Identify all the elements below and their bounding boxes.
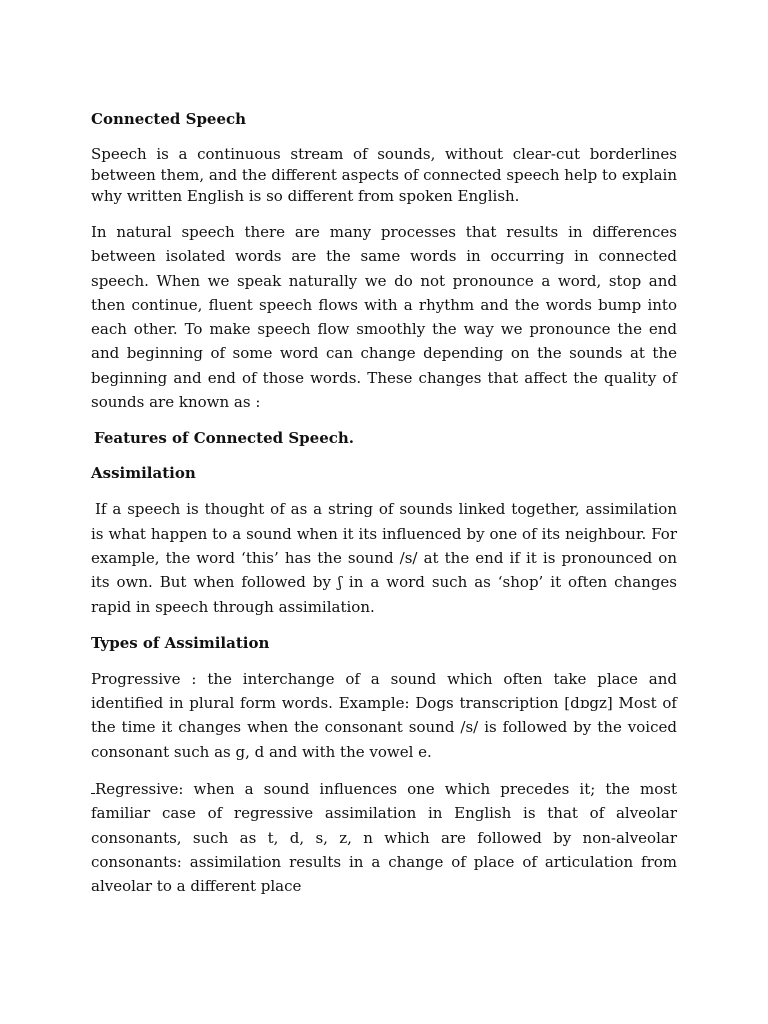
heading-types-of-assimilation: Types of Assimilation [91, 633, 270, 652]
document-title: Connected Speech [91, 110, 247, 128]
heading-assimilation: Assimilation [91, 464, 196, 483]
heading-features: Features of Connected Speech. [94, 429, 355, 448]
paragraph-intro: Speech is a continuous stream of sounds, without clear-cut borderlines between them, and the different aspects of connected speech help to explain why written English is so different from spoken English. [91, 145, 677, 205]
paragraph-regressive [91, 777, 677, 898]
paragraph-assimilation: If a speech is thought of as a string of sounds linked together, assimilation is what happen to a sound when it its influenced by one of its neighbour. For example, the word ‘this’ has the sound /s/ at the end if it is pronounced on its own. But when followed by ʃ in a word such as ‘shop’ it often changes rapid in speech through assimilation. [91, 500, 677, 616]
paragraph-natural-speech: In natural speech there are many processes that results in differences between isolated words are the same words in occurring in connected speech. When we speak naturally we do not pronounce a word, stop and then continue, fluent speech flows with a rhythm and the words bump into each other. To make speech flow smoothly the way we pronounce the end and beginning of some word can change depending on the sounds at the beginning and end of those words. These changes that affect the quality of sounds are known as : [91, 223, 677, 412]
paragraph-regressive-text: Regressive: when a sound influences one which precedes it; the most familiar case of regressive assimilation in English is that of alveolar consonants, such as t, d, s, z, n which are followed by non-alveolar consonants: assimilation results in a change of place of articulation from alveolar to a different place [91, 780, 677, 896]
paragraph-progressive: Progressive : the interchange of a sound which often take place and identified in plural form words. Example: Dogs transcription [dɒgz] Most of the time it changes when the consonant sound /s/ is followed by the voiced consonant such as g, d and with the vowel e. [91, 669, 677, 761]
document-page [91, 108, 677, 912]
